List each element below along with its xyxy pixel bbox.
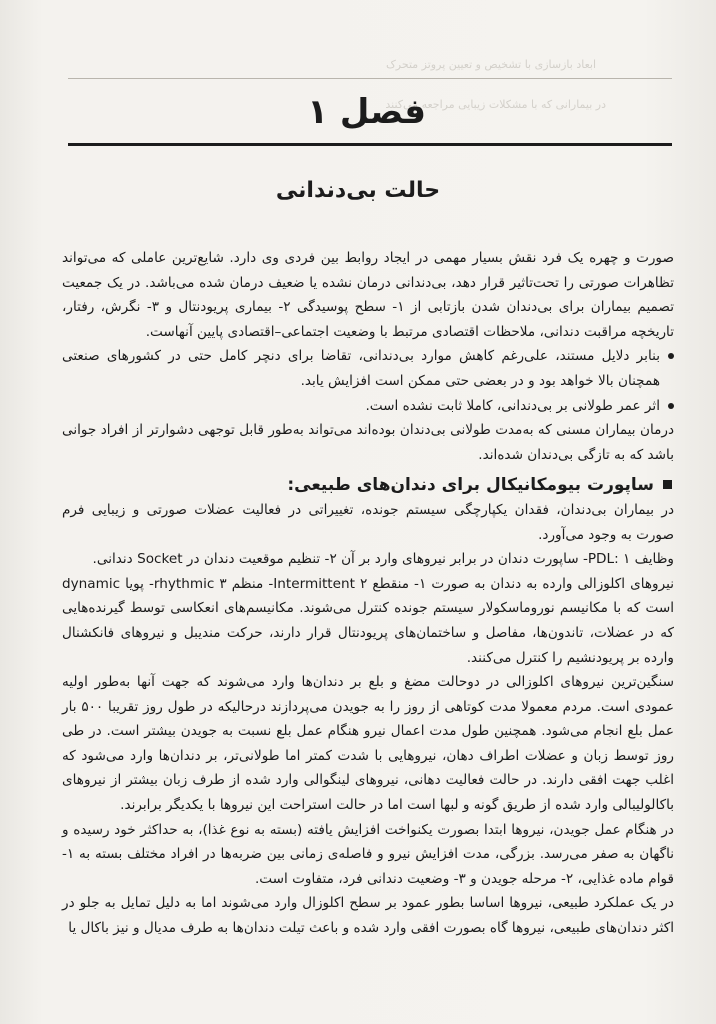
term-pdl: PDL — [587, 551, 615, 568]
bullet-icon — [668, 403, 674, 409]
text-run: دندانی. — [92, 551, 138, 568]
chapter-divider — [68, 143, 672, 146]
bullet-item — [62, 344, 674, 393]
bleed-through-text: ابعاد بازسازی با تشخیص و تعیین پروتز متحرک — [385, 58, 596, 71]
body-text-top — [62, 246, 674, 941]
subsection-paragraph-6: در یک عملکرد طبیعی، نیروها اساسا بطور عمود بر سطح اکلوزال وارد می‌شوند اما به دلیل تمایل به جلو در اکثر دندان‌های طبیعی، نیروها گاه بصورت افقی وارد شده و باعث تیلت دندان‌ها به طرف مدیال و نیز باکال یا — [62, 895, 674, 937]
text-run: : ۱- ساپورت دندان در برابر نیروهای وارد بر آن ۲- تنظیم موقعیت دندان در — [182, 551, 631, 568]
bullet-followup-paragraph: درمان بیماران مسنی که به‌مدت طولانی بی‌دندان بوده‌اند می‌تواند به‌طور قابل توجهی دشوارتر از افراد جوانی باشد که به تازگی بی‌دندان شده‌اند. — [62, 422, 674, 463]
term-rhythmic: rhythmic — [153, 575, 215, 592]
text-run: ۳- پویا — [120, 575, 227, 592]
subsection-heading — [62, 473, 674, 498]
subsection-paragraph-5: در هنگام عمل جویدن، نیروها ابتدا بصورت یکنواخت افزایش یافته (بسته به نوع غذا)، به حداکثر خود رسیده و ناگهان به صفر می‌رسد. بزرگی، مدت افزایش نیرو و فاصله‌ی زمانی بین ضربه‌ها در افراد مختلف بسته به ۱- قوام ماده غذایی، ۲- مرحله جویدن و ۳- وضعیت دندانی فرد، متفاوت است. — [62, 821, 674, 887]
term-intermittent: Intermittent — [273, 575, 355, 592]
intro-paragraph: صورت و چهره یک فرد نقش بسیار مهمی در ایجاد روابط بین فردی وی دارد. شایع‌ترین عاملی که می‌تواند تظاهرات صورتی را تحت‌تاثیر قرار دهد، بی‌دندانی درمان نشده یا ضعیف درمان شده می‌باشد. در یک جمعیت تصمیم بیماران برای بی‌دندان شدن بازتابی از ۱- سطح پوسیدگی ۲- بیماری پریودنتال و ۳- نگرش، رفتار، تاریخچه مراقبت دندانی، ملاحظات اقتصادی مرتبط با وضعیت اجتماعی–اقتصادی پایین آنهاست. — [62, 250, 674, 340]
subsection-paragraph-2 — [62, 547, 674, 572]
subsection-paragraph-4: سنگین‌ترین نیروهای اکلوزالی در دوحالت مضغ و بلع بر دندان‌ها وارد می‌شوند که جهت آنها به‌طور اولیه عمودی است. مردم معمولا مدت کوتاهی از روز را به جویدن می‌پردازند درحالیکه در طول روز تقریبا ۵۰۰ بار عمل بلع انجام می‌شود. همچنین طول مدت اعمال نیرو هنگام عمل بلع نسبت به جویدن بیشتر است. در طی روز توسط زبان و عضلات اطراف دهان، نیروهایی با شدت کمتر اما طولانی‌تر، بر دندان‌ها وارد می‌شود که اغلب جهت افقی دارند. در حالت فعالیت دهانی، نیروهای لینگوالی وارد شده از طرف زبان بیشتر از نیروهای باکالولیبالی وارد شده از طریق گونه و لبها است اما در حالت استراحت این نیروها با یکدیگر برابرند. — [62, 674, 675, 814]
text-run: وظایف — [630, 551, 674, 568]
bullet-item — [62, 394, 674, 419]
header-rule — [68, 78, 672, 79]
bullet-text: بنابر دلایل مستند، علی‌رغم کاهش موارد بی‌دندانی، تقاضا برای دنچر کامل حتی در کشورهای صنعتی همچنان بالا خواهد بود و در بعضی حتی ممکن است افزایش یابد. — [62, 348, 660, 389]
bullet-text: اثر عمر طولانی بر بی‌دندانی، کاملا ثابت نشده است. — [365, 397, 660, 414]
text-run: ۲- منظم — [226, 575, 368, 592]
subsection-title: ساپورت بیومکانیکال برای دندان‌های طبیعی: — [287, 475, 654, 496]
subsection-paragraph-1: در بیماران بی‌دندان، فقدان یکپارچگی سیستم جونده، تغییراتی در فعالیت عضلات صورتی و زیبایی فرم صورت به وجود می‌آورد. — [62, 501, 674, 543]
bullet-icon — [668, 353, 674, 359]
term-dynamic: dynamic — [62, 575, 121, 592]
text-run: است که با مکانیسم نوروماسکولار سیستم جونده کنترل می‌شوند. مکانیسم‌های انعکاسی توسط گیرنده‌هایی که در عضلات، تاندون‌ها، مفاصل و ساختمان‌های پریودنتال قرار دارند، حرکت مندیبل و نیروهای فانکشنال وارده بر پریودنشیم را کنترل می‌کنند. — [62, 600, 674, 666]
square-bullet-icon — [663, 480, 672, 489]
subsection-paragraph-3 — [62, 572, 674, 670]
section-title: حالت بی‌دندانی — [275, 178, 441, 203]
bleed-through-text: در بیمارانی که با مشکلات زیبایی مراجعه می‌کنند — [385, 98, 606, 111]
text-run: نیروهای اکلوزالی وارده به دندان به صورت ۱- منقطع — [367, 575, 674, 592]
chapter-title: فصل ۱ — [307, 92, 426, 132]
term-socket: Socket — [137, 551, 183, 568]
